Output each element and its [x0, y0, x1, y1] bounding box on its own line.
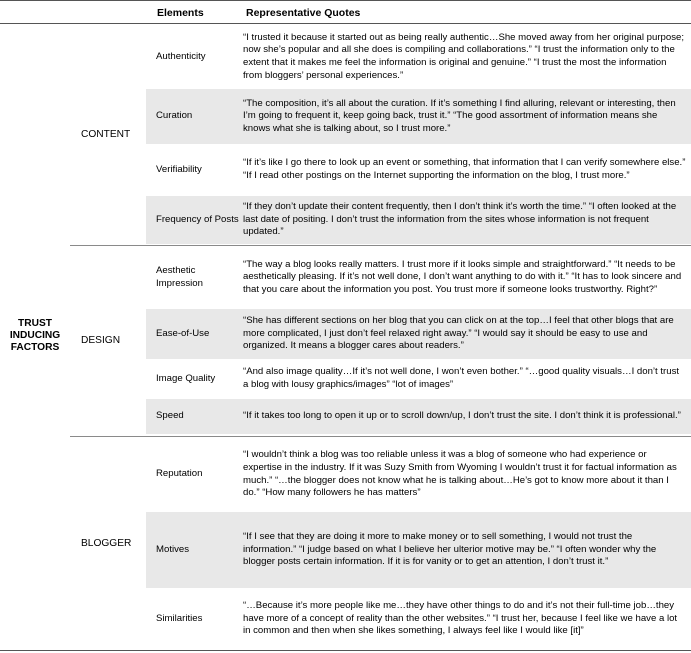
quote-cell: [243, 196, 687, 244]
row-ease-of-use: [146, 309, 691, 359]
quote-cell: [243, 144, 687, 196]
element-label: Reputation: [156, 468, 203, 480]
quote-cell: [243, 25, 687, 89]
element-label: Image Quality: [156, 372, 216, 384]
row-frequency-of-posts: [146, 196, 691, 244]
row-aesthetic-impression: [146, 246, 691, 309]
quote-text: “I trusted it because it started out as being really authentic…She moved away from her original purpose; now she’s popular and all she does is compiling and collaborations.” “I trust the information only to the extent that it makes me feel the information is original and genuine.” “I trust the most the information from bloggers’ personal experiences.”: [243, 31, 685, 81]
quote-cell: [243, 588, 687, 650]
quote-text: “I wouldn’t think a blog was too reliable unless it was a blog of someone who had experience or expertise in the industry. If it was Suzy Smith from Wyoming I wouldn’t trust it for factual information as much.” “…the blogger does not know what he is talking about…He’s got to know more about it than I do.” “How many followers he has matters”: [243, 449, 677, 499]
element-label: Frequency of Posts: [156, 213, 239, 225]
category-blogger: BLOGGER: [81, 538, 132, 549]
row-image-quality: [146, 359, 691, 399]
row-similarities: [146, 588, 691, 650]
quote-cell: [243, 246, 687, 309]
row-curation: [146, 89, 691, 144]
table-bottom-rule: [0, 650, 691, 651]
element-label: Ease-of-Use: [156, 327, 210, 339]
element-label: Authenticity: [156, 50, 206, 62]
row-motives: [146, 512, 691, 588]
category-content: CONTENT: [81, 129, 131, 140]
element-label: Speed: [156, 410, 184, 422]
row-speed: [146, 399, 691, 434]
quote-cell: [243, 399, 687, 434]
quote-text: “If it takes too long to open it up or to scroll down/up, I don’t trust the site. I don’t think it is professional.”: [243, 410, 681, 422]
category-design: DESIGN: [81, 335, 121, 346]
quote-text: “If it’s like I go there to look up an event or something, that information that I can verify somewhere else.” “If I read other postings on the Internet supporting the information on the blog, I trust more.”: [243, 157, 686, 181]
quote-text: “She has different sections on her blog that you can click on at the top…I feel that other blogs that are more complicated, I just don’t feel relaxed right away.” “I would say it should be easy to use and organized. It means a blogger cares about readers.”: [243, 315, 674, 352]
row-verifiability: [146, 144, 691, 196]
element-label: Verifiability: [156, 163, 202, 175]
factor-label: TRUST INDUCING FACTORS: [9, 318, 61, 353]
quote-cell: [243, 512, 687, 588]
element-label: Motives: [156, 543, 190, 555]
quote-text: “…Because it’s more people like me…they have other things to do and it’s not their full-time job…they have more of a concept of reality than the other websites.” “I trust her, because I feel like we have a lot in common and then when she likes something, I always feel like I would like [it]”: [243, 600, 678, 637]
row-reputation: [146, 437, 691, 512]
quote-text: “The composition, it’s all about the curation. If it’s something I find alluring, relevant or interesting, then I’m going to frequent it, keep going back, trust it.” “The good assortment of information means she knows what she is talking about, so I trust more.”: [243, 97, 676, 134]
row-authenticity: [146, 25, 691, 89]
quote-text: “If they don’t update their content frequently, then I don’t think it’s worth the time.” “I often looked at the last date of positing. I don’t trust the information from the sites whose information is not frequent updated.”: [243, 201, 677, 238]
header-quotes: Representative Quotes: [246, 7, 361, 19]
quote-cell: [243, 359, 687, 399]
quote-text: “If I see that they are doing it more to make money or to sell something, I would not trust the information.” “I judge based on what I believe her ulterior motive may be.” “I often wonder why the blogger posts certain information. If it is for vanity or to get an attention, I don’t trust it.”: [243, 531, 657, 568]
quote-cell: [243, 309, 687, 359]
quote-text: “And also image quality…If it’s not well done, I won’t even bother.” “…good quality visuals…I don’t trust a blog with lousy graphics/images” “lot of images”: [243, 366, 680, 390]
header-elements: Elements: [157, 7, 204, 19]
quote-cell: [243, 89, 687, 144]
quote-text: “The way a blog looks really matters. I trust more if it looks simple and straightforward.” “It needs to be aesthetically pleasing. If it’s not well done, I don’t want anything to do with it.” “It has to look sincere and that you care about the information you post. You trust more if someone looks trustworthy. Right?”: [243, 258, 682, 295]
quote-cell: [243, 437, 687, 512]
element-label: Aesthetic Impression: [156, 264, 203, 289]
element-label: Similarities: [156, 612, 203, 624]
table-header: [0, 0, 691, 24]
element-label: Curation: [156, 110, 193, 122]
